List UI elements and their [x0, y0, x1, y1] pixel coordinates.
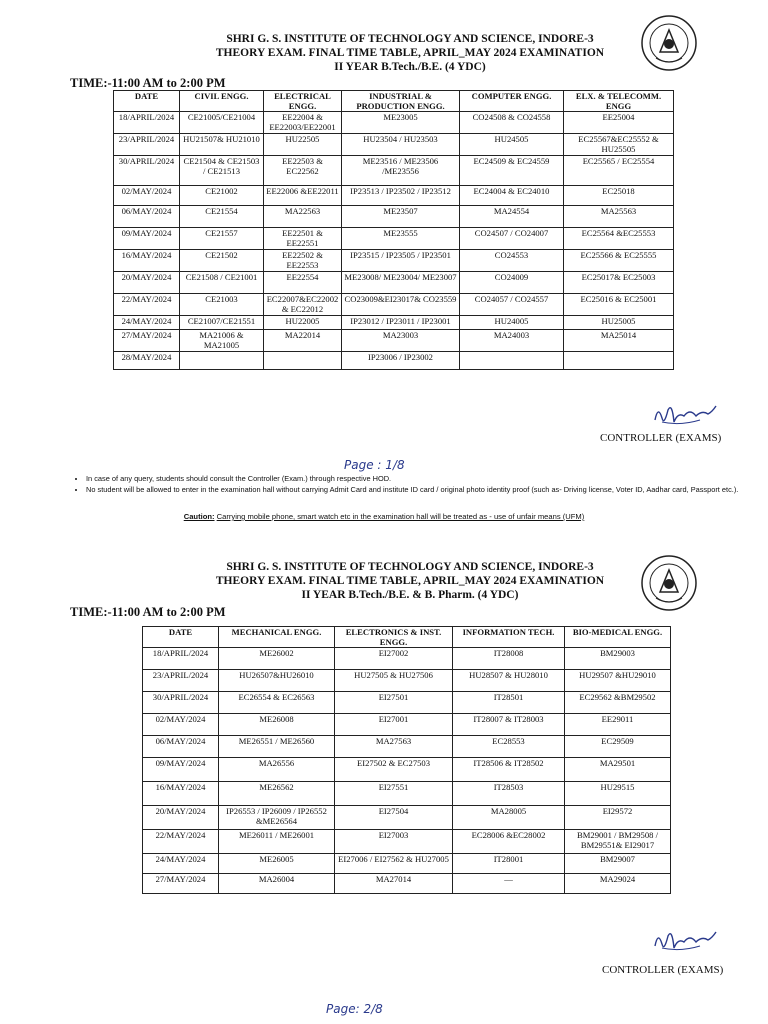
- subject-cell: EI27501: [335, 692, 453, 714]
- subject-cell: MA26556: [219, 758, 335, 782]
- subject-cell: BM29001 / BM29508 / BM29551& EI29017: [565, 830, 671, 854]
- column-header: INFORMATION TECH.: [453, 627, 565, 648]
- subject-cell: MA26004: [219, 874, 335, 894]
- subject-cell: IP23513 / IP23502 / IP23512: [342, 186, 460, 206]
- subject-cell: EC28006 &EC28002: [453, 830, 565, 854]
- subject-cell: [564, 352, 674, 370]
- column-header: COMPUTER ENGG.: [460, 91, 564, 112]
- subject-cell: ME26562: [219, 782, 335, 806]
- date-cell: 24/MAY/2024: [143, 854, 219, 874]
- subject-cell: CE21002: [180, 186, 264, 206]
- subject-cell: EI27502 & EC27503: [335, 758, 453, 782]
- column-header: DATE: [114, 91, 180, 112]
- table-row: [114, 206, 674, 228]
- date-cell: 16/MAY/2024: [114, 250, 180, 272]
- date-cell: 20/MAY/2024: [143, 806, 219, 830]
- subject-cell: HU22005: [264, 316, 342, 330]
- subject-cell: CE21502: [180, 250, 264, 272]
- subject-cell: HU21507& HU21010: [180, 134, 264, 156]
- subject-cell: ME23516 / ME23506 /ME23556: [342, 156, 460, 186]
- note-item: • No student will be allowed to enter in the examination hall without carrying Admit Card and institute ID card / original photo identity proof (such as- Driving license, Voter ID, Aadhar card, Passport etc.).: [86, 485, 752, 495]
- subject-cell: CE21508 / CE21001: [180, 272, 264, 294]
- subject-cell: IT28501: [453, 692, 565, 714]
- column-header: BIO-MEDICAL ENGG.: [565, 627, 671, 648]
- date-cell: 18/APRIL/2024: [143, 648, 219, 670]
- date-cell: 27/MAY/2024: [143, 874, 219, 894]
- column-header: DATE: [143, 627, 219, 648]
- controller-label: CONTROLLER (EXAMS): [600, 432, 722, 444]
- subject-cell: ME23507: [342, 206, 460, 228]
- subject-cell: CE21003: [180, 294, 264, 316]
- controller-label: CONTROLLER (EXAMS): [602, 964, 724, 976]
- subject-cell: CO24508 & CO24558: [460, 112, 564, 134]
- subject-cell: CE21007/CE21551: [180, 316, 264, 330]
- caution-notice: [0, 512, 768, 521]
- subject-cell: HU23504 / HU23503: [342, 134, 460, 156]
- subject-cell: [460, 352, 564, 370]
- table-row: [114, 294, 674, 316]
- page-number: Page: 2/8: [326, 1002, 383, 1016]
- subject-cell: EE22006 &EE22011: [264, 186, 342, 206]
- subject-cell: HU29515: [565, 782, 671, 806]
- header-year: II YEAR B.Tech./B.E. (4 YDC): [334, 61, 486, 73]
- subject-cell: EI27551: [335, 782, 453, 806]
- table-row: [114, 156, 674, 186]
- subject-cell: EC25016 & EC25001: [564, 294, 674, 316]
- date-cell: 23/APRIL/2024: [143, 670, 219, 692]
- subject-cell: CO24009: [460, 272, 564, 294]
- date-cell: 06/MAY/2024: [114, 206, 180, 228]
- column-header: ELX. & TELECOMM. ENGG: [564, 91, 674, 112]
- subject-cell: EI27504: [335, 806, 453, 830]
- table-row: [114, 112, 674, 134]
- subject-cell: MA22014: [264, 330, 342, 352]
- subject-cell: MA29024: [565, 874, 671, 894]
- date-cell: 22/MAY/2024: [114, 294, 180, 316]
- subject-cell: EI27006 / EI27562 & HU27005: [335, 854, 453, 874]
- subject-cell: ME26551 / ME26560: [219, 736, 335, 758]
- subject-cell: ME26011 / ME26001: [219, 830, 335, 854]
- subject-cell: MA24554: [460, 206, 564, 228]
- table-row: [143, 874, 671, 894]
- column-header: ELECTRICAL ENGG.: [264, 91, 342, 112]
- subject-cell: EC29562 &BM29502: [565, 692, 671, 714]
- subject-cell: HU28507 & HU28010: [453, 670, 565, 692]
- table-row: [143, 854, 671, 874]
- subject-cell: MA28005: [453, 806, 565, 830]
- column-header: ELECTRONICS & INST. ENGG.: [335, 627, 453, 648]
- date-cell: 09/MAY/2024: [143, 758, 219, 782]
- subject-cell: EI27003: [335, 830, 453, 854]
- table-header-row: [143, 627, 671, 648]
- table-row: [143, 806, 671, 830]
- subject-cell: MA27563: [335, 736, 453, 758]
- date-cell: 30/APRIL/2024: [143, 692, 219, 714]
- subject-cell: EC25565 / EC25554: [564, 156, 674, 186]
- page1-timetable: [113, 90, 674, 370]
- caution-label: Caution:: [183, 512, 215, 521]
- signature: [650, 926, 720, 956]
- header-exam-title: THEORY EXAM. FINAL TIME TABLE, APRIL_MAY 2024 EXAMINATION: [215, 47, 605, 59]
- exam-time: TIME:-11:00 AM to 2:00 PM: [70, 605, 226, 619]
- subject-cell: EC25564 &EC25553: [564, 228, 674, 250]
- subject-cell: EC22007&EC22002 & EC22012: [264, 294, 342, 316]
- subject-cell: IT28506 & IT28502: [453, 758, 565, 782]
- table-row: [143, 648, 671, 670]
- subject-cell: EC25567&EC25552 & HU25505: [564, 134, 674, 156]
- subject-cell: EE22501 & EE22551: [264, 228, 342, 250]
- subject-cell: HU26507&HU26010: [219, 670, 335, 692]
- table-row: [143, 736, 671, 758]
- subject-cell: HU29507 &HU29010: [565, 670, 671, 692]
- date-cell: 27/MAY/2024: [114, 330, 180, 352]
- subject-cell: EE22004 & EE22003/EE22001: [264, 112, 342, 134]
- subject-cell: EE29011: [565, 714, 671, 736]
- exam-time: TIME:-11:00 AM to 2:00 PM: [70, 76, 226, 90]
- date-cell: 02/MAY/2024: [143, 714, 219, 736]
- header-year: II YEAR B.Tech./B.E. & B. Pharm. (4 YDC): [301, 589, 519, 601]
- subject-cell: MA21006 & MA21005: [180, 330, 264, 352]
- subject-cell: ME23555: [342, 228, 460, 250]
- signature: [650, 400, 720, 430]
- subject-cell: HU24005: [460, 316, 564, 330]
- table-row: [114, 316, 674, 330]
- notes: [72, 474, 752, 495]
- date-cell: 23/APRIL/2024: [114, 134, 180, 156]
- subject-cell: IT28503: [453, 782, 565, 806]
- date-cell: 02/MAY/2024: [114, 186, 180, 206]
- note-item: • In case of any query, students should consult the Controller (Exam.) through respective HOD.: [86, 474, 752, 484]
- table-row: [143, 692, 671, 714]
- subject-cell: MA23003: [342, 330, 460, 352]
- subject-cell: IT28001: [453, 854, 565, 874]
- subject-cell: EC26554 & EC26563: [219, 692, 335, 714]
- table-row: [114, 352, 674, 370]
- subject-cell: ME26008: [219, 714, 335, 736]
- subject-cell: IP23515 / IP23505 / IP23501: [342, 250, 460, 272]
- subject-cell: MA29501: [565, 758, 671, 782]
- subject-cell: CO24553: [460, 250, 564, 272]
- table-row: [114, 228, 674, 250]
- subject-cell: HU24505: [460, 134, 564, 156]
- subject-cell: EE22502 & EE22553: [264, 250, 342, 272]
- page2-header: [150, 560, 670, 602]
- subject-cell: BM29007: [565, 854, 671, 874]
- table-row: [143, 670, 671, 692]
- subject-cell: CE21554: [180, 206, 264, 228]
- subject-cell: EE22503 & EC22562: [264, 156, 342, 186]
- subject-cell: HU27505 & HU27506: [335, 670, 453, 692]
- subject-cell: —: [453, 874, 565, 894]
- subject-cell: EE22554: [264, 272, 342, 294]
- subject-cell: MA25563: [564, 206, 674, 228]
- caution-text: Carrying mobile phone, smart watch etc in the examination hall will be treated as - use of unfair means (UFM): [216, 512, 585, 521]
- subject-cell: EE25004: [564, 112, 674, 134]
- date-cell: 18/APRIL/2024: [114, 112, 180, 134]
- subject-cell: CE21557: [180, 228, 264, 250]
- subject-cell: MA25014: [564, 330, 674, 352]
- table-row: [114, 250, 674, 272]
- subject-cell: MA24003: [460, 330, 564, 352]
- subject-cell: ME23005: [342, 112, 460, 134]
- table-row: [143, 758, 671, 782]
- subject-cell: EC25018: [564, 186, 674, 206]
- subject-cell: [264, 352, 342, 370]
- subject-cell: EC25566 & EC25555: [564, 250, 674, 272]
- subject-cell: EI27002: [335, 648, 453, 670]
- subject-cell: MA27014: [335, 874, 453, 894]
- subject-cell: IT28007 & IT28003: [453, 714, 565, 736]
- date-cell: 20/MAY/2024: [114, 272, 180, 294]
- date-cell: 24/MAY/2024: [114, 316, 180, 330]
- subject-cell: IP26553 / IP26009 / IP26552 &ME26564: [219, 806, 335, 830]
- table-row: [143, 782, 671, 806]
- column-header: INDUSTRIAL & PRODUCTION ENGG.: [342, 91, 460, 112]
- subject-cell: CE21005/CE21004: [180, 112, 264, 134]
- subject-cell: MA22563: [264, 206, 342, 228]
- date-cell: 09/MAY/2024: [114, 228, 180, 250]
- page-number: Page : 1/8: [344, 458, 405, 472]
- date-cell: 06/MAY/2024: [143, 736, 219, 758]
- header-institute: SHRI G. S. INSTITUTE OF TECHNOLOGY AND SCIENCE, INDORE-3: [226, 561, 594, 573]
- subject-cell: EC24509 & EC24559: [460, 156, 564, 186]
- subject-cell: BM29003: [565, 648, 671, 670]
- subject-cell: CO24507 / CO24007: [460, 228, 564, 250]
- subject-cell: CO23009&EI23017& CO23559: [342, 294, 460, 316]
- header-institute: SHRI G. S. INSTITUTE OF TECHNOLOGY AND SCIENCE, INDORE-3: [226, 33, 594, 45]
- subject-cell: [180, 352, 264, 370]
- subject-cell: EC28553: [453, 736, 565, 758]
- date-cell: 30/APRIL/2024: [114, 156, 180, 186]
- table-row: [143, 714, 671, 736]
- subject-cell: EC24004 & EC24010: [460, 186, 564, 206]
- date-cell: 16/MAY/2024: [143, 782, 219, 806]
- table-row: [143, 830, 671, 854]
- page2-timetable: [142, 626, 671, 894]
- column-header: CIVIL ENGG.: [180, 91, 264, 112]
- subject-cell: EI27001: [335, 714, 453, 736]
- header-exam-title: THEORY EXAM. FINAL TIME TABLE, APRIL_MAY 2024 EXAMINATION: [215, 575, 605, 587]
- column-header: MECHANICAL ENGG.: [219, 627, 335, 648]
- subject-cell: CE21504 & CE21503 / CE21513: [180, 156, 264, 186]
- subject-cell: HU25005: [564, 316, 674, 330]
- table-row: [114, 134, 674, 156]
- table-row: [114, 186, 674, 206]
- table-header-row: [114, 91, 674, 112]
- subject-cell: ME26005: [219, 854, 335, 874]
- date-cell: 22/MAY/2024: [143, 830, 219, 854]
- subject-cell: IP23006 / IP23002: [342, 352, 460, 370]
- table-row: [114, 330, 674, 352]
- date-cell: 28/MAY/2024: [114, 352, 180, 370]
- table-row: [114, 272, 674, 294]
- subject-cell: CO24057 / CO24557: [460, 294, 564, 316]
- subject-cell: EC25017& EC25003: [564, 272, 674, 294]
- subject-cell: EI29572: [565, 806, 671, 830]
- subject-cell: EC29509: [565, 736, 671, 758]
- subject-cell: IP23012 / IP23011 / IP23001: [342, 316, 460, 330]
- subject-cell: ME26002: [219, 648, 335, 670]
- subject-cell: IT28008: [453, 648, 565, 670]
- subject-cell: HU22505: [264, 134, 342, 156]
- subject-cell: ME23008/ ME23004/ ME23007: [342, 272, 460, 294]
- page1-header: [150, 32, 670, 74]
